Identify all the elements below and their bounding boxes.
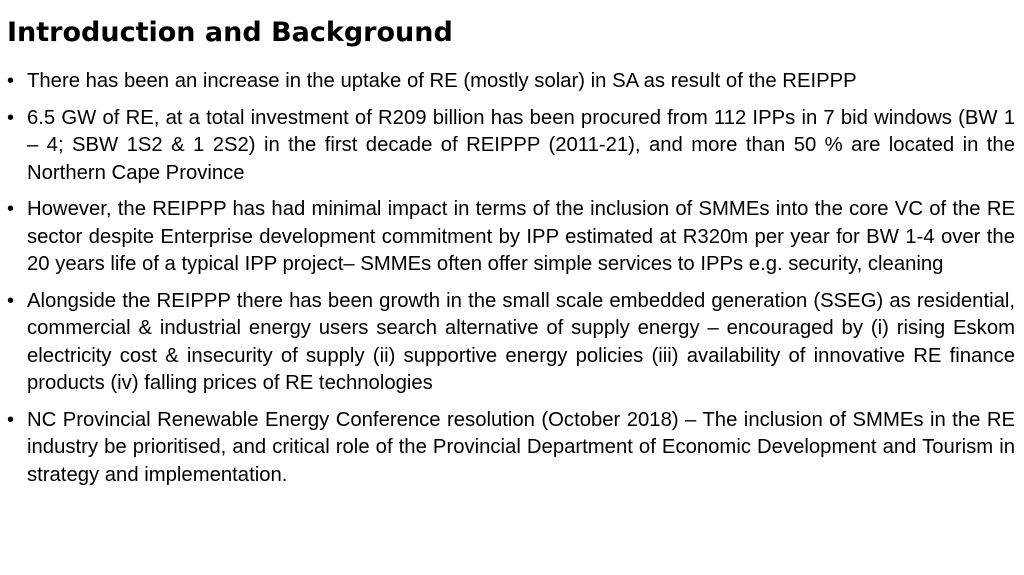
bullet-list — [7, 68, 1015, 498]
bullet-item-reippp-uptake: • There has been an increase in the uptake of RE (mostly solar) in SA as result of the REIPPP — [7, 68, 1015, 96]
bullet-item-conference-resolution: • NC Provincial Renewable Energy Conference resolution (October 2018) – The inclusion of SMMEs in the RE industry be prioritised, and critical role of the Provincial Department of Economic Development and Tourism in strategy and implementation. — [7, 407, 1015, 490]
bullet-item-re-procurement: • 6.5 GW of RE, at a total investment of R209 billion has been procured from 112 IPPs in 7 bid windows (BW 1 – 4; SBW 1S2 & 1 2S2) in the first decade of REIPPP (2011-21), and more than 50 % are located in the Northern Cape Province — [7, 105, 1015, 188]
bullet-item-sseg-growth: • Alongside the REIPPP there has been growth in the small scale embedded generation (SSEG) as residential, commercial & industrial energy users search alternative of supply energy – encouraged by (i) rising Eskom electricity cost & insecurity of supply (ii) supportive energy policies (iii) availability of innovative RE finance products (iv) falling prices of RE technologies — [7, 288, 1015, 398]
bullet-item-smme-impact: • However, the REIPPP has had minimal impact in terms of the inclusion of SMMEs into the core VC of the RE sector despite Enterprise development commitment by IPP estimated at R320m per year for BW 1-4 over the 20 years life of a typical IPP project– SMMEs often offer simple services to IPPs e.g. security, cleaning — [7, 196, 1015, 279]
slide-title: Introduction and Background — [7, 17, 453, 48]
